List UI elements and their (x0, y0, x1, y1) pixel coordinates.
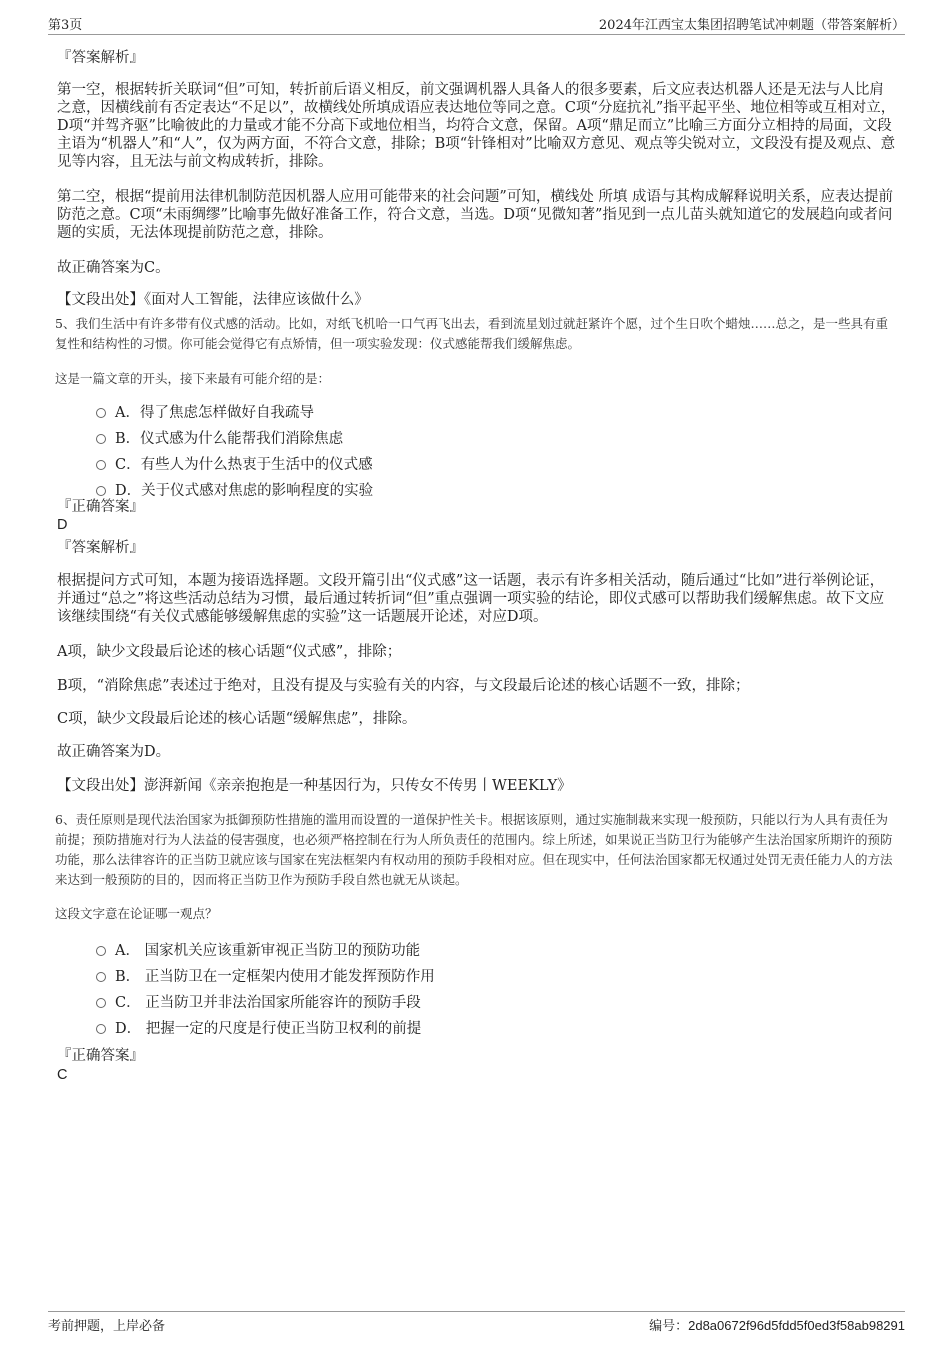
footer-slogan: 考前押题，上岸必备 (48, 1319, 166, 1334)
q6-question: 这段文字意在论证哪一观点？ (55, 906, 218, 921)
document-code-value: 2d8a0672f96d5fdd5f0ed3f58ab98291 (688, 1318, 905, 1333)
radio-icon[interactable] (96, 1024, 106, 1034)
q6-answer: C (57, 1067, 68, 1083)
radio-icon[interactable] (96, 486, 106, 496)
q6-option-b[interactable]: B． 正当防卫在一定框架内使用才能发挥预防作用 (96, 968, 435, 986)
q5-answer-title: 『正确答案』 (57, 499, 144, 515)
q6-option-c[interactable]: C． 正当防卫并非法治国家所能容许的预防手段 (96, 994, 421, 1012)
q6-stem: 6、责任原则是现代法治国家为抵御预防性措施的滥用而设置的一道保护性关卡。根据该原则，通过实施制裁来实现一般预防，只能以行为人具有责任为前提；预防措施对行为人法益的侵害强度，也必须严格控制在行为人所负责任的范围内。综上所述，如果说正当防卫行为能够产生法治国家所期许的预防功能，那么法律容许的正当防卫就应该与国家在宪法框架内有权动用的预防手段相对应。但在现实中，任何法治国家都无权通过处罚无责任能力人的方法来达到一般预防的目的，因而将正当防卫作为预防手段自然也就无从谈起。 (55, 812, 893, 887)
page-footer (48, 1311, 905, 1334)
q5-option-a[interactable]: A．得了焦虑怎样做好自我疏导 (96, 404, 314, 422)
radio-icon[interactable] (96, 434, 106, 444)
q5-answer: D (57, 517, 68, 533)
q5-analysis-p1: 根据提问方式可知，本题为接语选择题。文段开篇引出“仪式感”这一话题，表示有许多相关活动，随后通过“比如”进行举例论证，并通过“总之”将这些活动总结为习惯，最后通过转折词“但”重点强调一项实验的结论，即仪式感可以帮助我们缓解焦虑。故下文应该继续围绕“有关仪式感能够缓解焦虑的实验”这一话题展开论述，对应D项。 (57, 573, 885, 625)
q5-analysis-b: B项，“消除焦虑”表述过于绝对，且没有提及与实验有关的内容，与文段最后论述的核心话题不一致，排除； (57, 678, 750, 694)
radio-icon[interactable] (96, 946, 106, 956)
q4-analysis-title: 『答案解析』 (57, 50, 144, 66)
q5-option-d[interactable]: D．关于仪式感对焦虑的影响程度的实验 (96, 482, 373, 500)
q5-question: 这是一篇文章的开头，接下来最有可能介绍的是： (55, 371, 331, 386)
q5-source: 【文段出处】澎湃新闻《亲亲抱抱是一种基因行为，只传女不传男丨WEEKLY》 (57, 778, 572, 794)
q4-source: 【文段出处】《面对人工智能，法律应该做什么》 (57, 292, 369, 308)
q4-analysis-p1: 第一空，根据转折关联词“但”可知，转折前后语义相反，前文强调机器人具备人的很多要素，后文应表达机器人还是无法与人比肩之意，因横线前有否定表达“不足以”，故横线处所填成语应表达地位等同之意。C项“分庭抗礼”指平起平坐、地位相等或互相对立，D项“并驾齐驱”比喻彼此的力量或才能不分高下或地位相当，均符合文意，保留。A项“鼎足而立”比喻三方面分立相持的局面，文段主语为“机器人”和“人”，仅为两方面，不符合文意，排除；B项“针锋相对”比喻双方意见、观点等尖锐对立，文段没有提及观点、意见等内容，且无法与前文构成转折，排除。 (57, 82, 896, 170)
radio-icon[interactable] (96, 998, 106, 1008)
q5-analysis-title: 『答案解析』 (57, 540, 144, 556)
document-code (649, 1315, 905, 1334)
q6-option-d[interactable]: D． 把握一定的尺度是行使正当防卫权利的前提 (96, 1020, 421, 1038)
q5-stem: 5、我们生活中有许多带有仪式感的活动。比如，对纸飞机哈一口气再飞出去，看到流星划过就赶紧许个愿，过个生日吹个蜡烛……总之，是一些具有重复性和结构性的习惯。你可能会觉得它有点矫情，但一项实验发现：仪式感能帮我们缓解焦虑。 (55, 316, 888, 351)
radio-icon[interactable] (96, 408, 106, 418)
q5-analysis-a: A项，缺少文段最后论述的核心话题“仪式感”，排除； (57, 644, 402, 660)
q6-option-a[interactable]: A． 国家机关应该重新审视正当防卫的预防功能 (96, 942, 420, 960)
radio-icon[interactable] (96, 460, 106, 470)
document-code-label: 编号： (649, 1319, 689, 1334)
q4-conclusion: 故正确答案为C。 (57, 260, 170, 276)
q5-option-c[interactable]: C．有些人为什么热衷于生活中的仪式感 (96, 456, 373, 474)
q4-analysis-p2: 第二空，根据“提前用法律机制防范因机器人应用可能带来的社会问题”可知，横线处 所填 成语与其构成解释说明关系，应表达提前防范之意。C项“未雨绸缪”比喻事先做好准备工作，符合文意，当选。D项“见微知著”指见到一点儿苗头就知道它的发展趋向或者问题的实质，无法体现提前防范之意，排除。 (57, 189, 894, 241)
document-title: 2024年江西宝太集团招聘笔试冲刺题（带答案解析） (598, 18, 905, 33)
q5-analysis-c: C项，缺少文段最后论述的核心话题“缓解焦虑”，排除。 (57, 711, 417, 727)
radio-icon[interactable] (96, 972, 106, 982)
q5-option-b[interactable]: B．仪式感为什么能帮我们消除焦虑 (96, 430, 343, 448)
q5-conclusion: 故正确答案为D。 (57, 744, 171, 760)
page-header (48, 14, 905, 35)
page-number: 第3页 (48, 18, 83, 33)
q6-answer-title: 『正确答案』 (57, 1048, 144, 1064)
